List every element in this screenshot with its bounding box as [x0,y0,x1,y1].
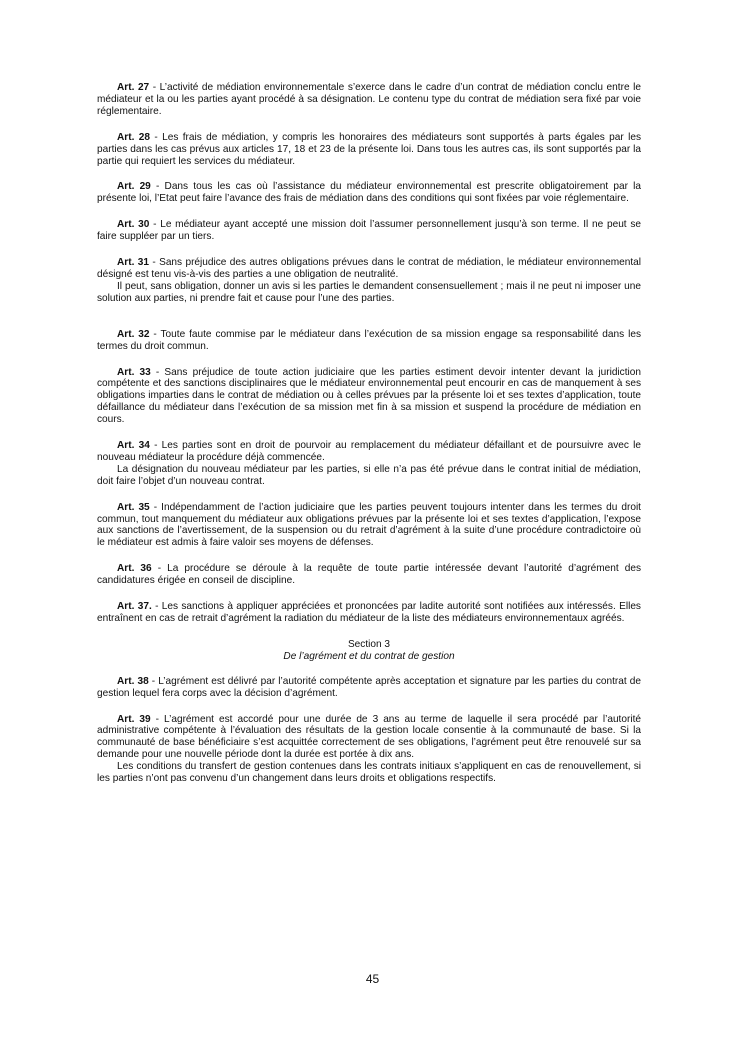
article-text: La désignation du nouveau médiateur par les parties, si elle n’a pas été prévue dans le contrat initial de médiation, doit faire l’objet d’un nouveau contrat. [97,463,641,487]
article-text: - L’agrément est délivré par l’autorité compétente après acceptation et signature par les parties du contrat de gestion lequel fera corps avec la décision d’agrément. [97,675,642,699]
article [97,219,641,243]
article-text: - Toute faute commise par le médiateur dans l’exécution de sa mission engage sa responsabilité dans les termes du droit commun. [97,328,641,352]
article-number: Art. 36 [117,563,152,575]
article [97,502,641,550]
article-text: - Indépendamment de l’action judiciaire que les parties peuvent toujours intenter dans les termes du droit commun, tout manquement du médiateur aux obligations prévues par la présente loi et ses textes d’application, l’expose aux sanctions de l’avertissement, de la suspension ou du retrait d’agrément à la suite d’une procédure contradictoire où le médiateur est admis à faire valoir ses moyens de défenses. [97,501,641,549]
article-number: Art. 35 [117,501,150,513]
article-text: - Dans tous les cas où l’assistance du médiateur environnemental est prescrite obligatoirement par la présente loi, l’Etat peut faire l’avance des frais de médiation dans des conditions qui sont fixées par voie réglementaire. [97,181,641,205]
article-paragraph [97,329,641,353]
articles-group-c [97,676,641,785]
article-number: Art. 33 [117,366,151,378]
article [97,82,641,118]
article-text: - Sans préjudice des autres obligations prévues dans le contrat de médiation, le médiateur environnemental désigné est tenu vis-à-vis des parties a une obligation de neutralité. [97,257,642,280]
article-paragraph [97,464,641,488]
article [97,257,641,305]
article-paragraph [97,676,641,700]
article-text: - Sans préjudice de toute action judiciaire que les parties estiment devoir intenter devant la juridiction compétente et des sanctions disciplinaires que le médiateur environnemental peut encourir en cas de manquement à ses obligations imparties dans le contrat de médiation ou à celles prévues par la présente loi et ses textes d’application, toute défaillance du médiateur dans l’exécution de sa mission met fin à sa mission et suspend la procédure de médiation en cours. [97,366,641,426]
article [97,440,641,488]
document-page [97,82,641,799]
article [97,329,641,353]
article-paragraph [97,601,641,625]
article [97,714,641,785]
article-text: - Les parties sont en droit de pourvoir au remplacement du médiateur défaillant et de poursuivre avec le nouveau médiateur la procédure déjà commencée. [97,440,642,463]
article-paragraph [97,257,641,281]
article-paragraph [97,440,641,464]
section-subtitle: De l’agrément et du contrat de gestion [283,650,455,662]
article-paragraph [97,219,641,243]
article-paragraph [97,761,641,785]
article [97,181,641,205]
section-title: Section 3 [347,638,391,650]
article-paragraph [97,563,641,587]
article-text: - L’activité de médiation environnementale s’exerce dans le cadre d’un contrat de médiation conclu entre le médiateur et la ou les parties ayant procédé à sa désignation. Le contenu type du contrat de médiation sera fixé par voie réglementaire. [97,82,641,117]
article-paragraph [97,714,641,762]
article [97,367,641,427]
article-text: - Les frais de médiation, y compris les honoraires des médiateurs sont supportés à parts égales par les parties dans les cas prévus aux articles 17, 18 et 23 de la présente loi. Dans tous les autres cas, ils sont supportés par la partie qui requiert les services du médiateur. [97,131,641,167]
article-number: Art. 31 [117,257,149,269]
article [97,676,641,700]
article-text: - Le médiateur ayant accepté une mission doit l’assumer personnellement jusqu’à son terme. Il ne peut se faire suppléer par un tiers. [97,219,642,243]
article-number: Art. 27 [117,82,150,93]
article [97,132,641,168]
article-number: Art. 29 [117,181,151,193]
article-number: Art. 38 [117,675,149,687]
article-number: Art. 34 [117,440,150,452]
article-text: Il peut, sans obligation, donner un avis si les parties le demandent consensuellement ; mais il ne peut ni imposer une solution aux parties, ni prendre fait et cause pour l’une des parties. [97,280,641,304]
page-number: 45 [365,972,380,986]
articles-group-b [97,329,641,625]
articles-group-a [97,82,641,305]
article-paragraph [97,181,641,205]
article-paragraph [97,281,641,305]
article-paragraph [97,502,641,550]
article-paragraph [97,367,641,427]
article-text: - Les sanctions à appliquer appréciées et prononcées par ladite autorité sont notifiées aux intéressés. Elles entraînent en cas de retrait d’agrément la radiation du médiateur de la liste des médiateurs environnementaux agréés. [97,601,641,624]
article-number: Art. 39 [117,713,151,725]
article-text: Les conditions du transfert de gestion contenues dans les contrats initiaux s’appliquent en cas de renouvellement, si les parties n’ont pas convenu d’un changement dans leurs droits et obligations respectifs. [97,761,641,785]
article [97,563,641,587]
article-text: - L’agrément est accordé pour une durée de 3 ans au terme de laquelle il sera procédé par l’autorité administrative compétente à l’évaluation des résultats de la gestion locale consentie à la communauté de base. Si la communauté de base bénéficiaire s’est acquittée correctement de ses obligations, l’agrément peut être renouvelé sur sa demande pour une nouvelle période dont la durée est portée à dix ans. [97,713,642,761]
article-text: - La procédure se déroule à la requête de toute partie intéressée devant l’autorité d’agrément des candidatures érigée en conseil de discipline. [97,563,642,587]
article-paragraph [97,132,641,168]
article-number: Art. 30 [117,219,150,231]
article-number: Art. 28 [117,131,150,143]
section-heading [97,639,641,663]
article-paragraph [97,82,641,118]
article-number: Art. 37. [117,601,152,613]
article [97,601,641,625]
article-number: Art. 32 [117,328,150,340]
